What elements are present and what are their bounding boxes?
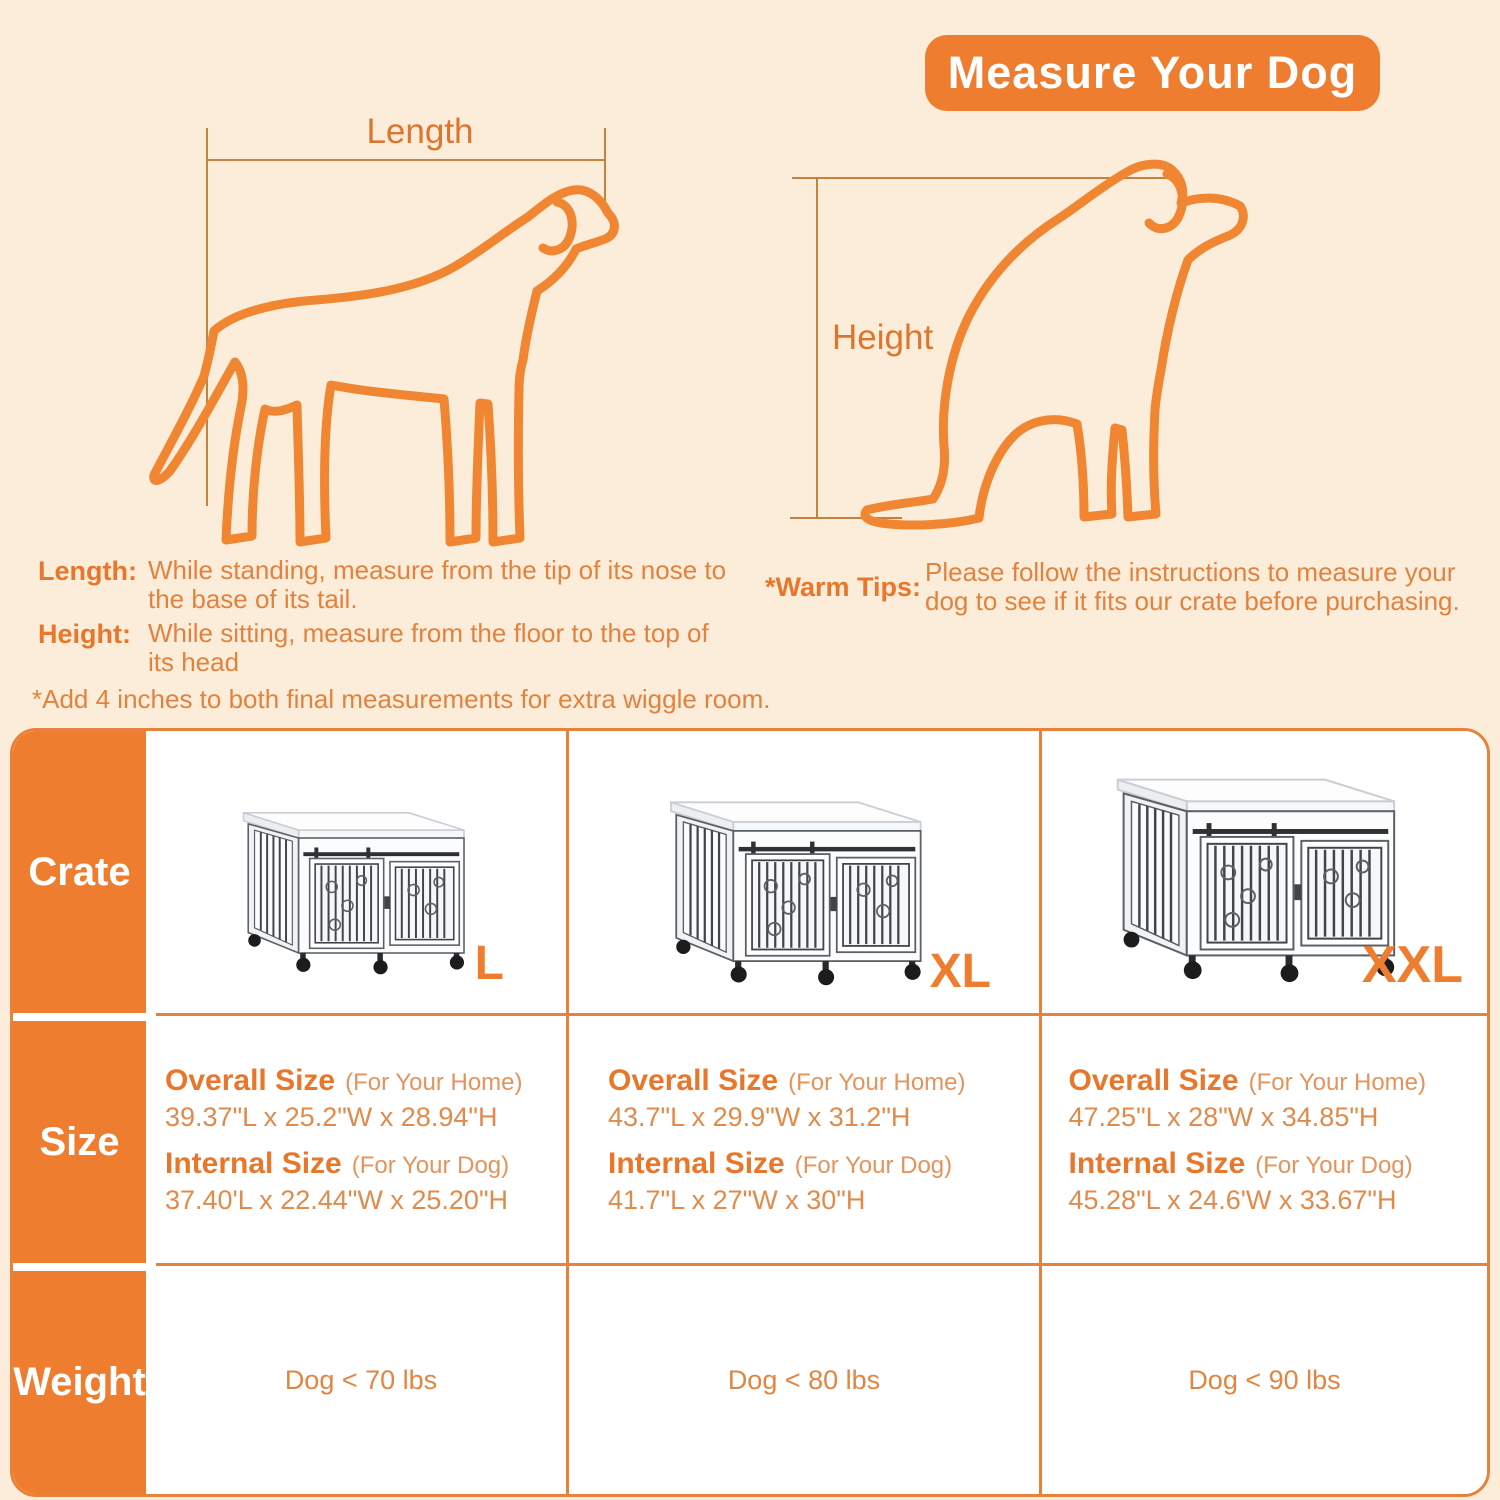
size-letter-xxl: XXL bbox=[1361, 936, 1463, 994]
crate-image-cell-l bbox=[156, 731, 566, 1013]
size-letter-xl: XL bbox=[929, 945, 991, 998]
internal-size-title-xxl: Internal Size (For Your Dog) bbox=[1068, 1146, 1413, 1180]
overall-size-title-l: Overall Size (For Your Home) bbox=[165, 1063, 523, 1097]
height-vertical-line bbox=[816, 177, 818, 519]
size-cell-xl bbox=[566, 1013, 1039, 1263]
standing-dog-outline bbox=[145, 118, 665, 558]
height-instruction-label: Height: bbox=[38, 619, 131, 649]
row-header-size: Size bbox=[13, 1013, 156, 1263]
sitting-dog-outline bbox=[855, 158, 1275, 548]
crate-comparison-table bbox=[10, 728, 1490, 1497]
overall-size-dims-xl: 43.7"L x 29.9"W x 31.2"H bbox=[608, 1101, 911, 1132]
title-badge-label: Measure Your Dog bbox=[947, 47, 1358, 98]
overall-size-dims-xxl: 47.25"L x 28"W x 34.85"H bbox=[1068, 1101, 1379, 1132]
row-header-crate: Crate bbox=[13, 731, 156, 1013]
title-badge bbox=[925, 35, 1380, 111]
weight-cell-xxl: Dog < 90 lbs bbox=[1039, 1263, 1487, 1494]
weight-cell-l: Dog < 70 lbs bbox=[156, 1263, 566, 1494]
length-dimension-label: Length bbox=[366, 112, 474, 151]
size-letter-l: L bbox=[474, 937, 504, 990]
warm-tips-text: Please follow the instructions to measure your dog to see if it fits our crate before purchasing. bbox=[925, 557, 1460, 616]
warm-tips-label: *Warm Tips: bbox=[765, 572, 922, 602]
size-cell-l bbox=[156, 1013, 566, 1263]
weight-cell-xl: Dog < 80 lbs bbox=[566, 1263, 1039, 1494]
size-cell-xxl bbox=[1039, 1013, 1487, 1263]
internal-size-title-xl: Internal Size (For Your Dog) bbox=[608, 1146, 953, 1180]
overall-size-title-xxl: Overall Size (For Your Home) bbox=[1068, 1063, 1427, 1097]
overall-size-title-xl: Overall Size (For Your Home) bbox=[608, 1063, 966, 1097]
wiggle-room-note: *Add 4 inches to both final measurements for extra wiggle room. bbox=[32, 684, 771, 714]
crate-illustration-xl bbox=[644, 772, 930, 995]
length-instruction-text: While standing, measure from the tip of its nose to the base of its tail. bbox=[148, 555, 727, 614]
internal-size-title-l: Internal Size (For Your Dog) bbox=[165, 1146, 510, 1180]
overall-size-dims-l: 39.37"L x 25.2"W x 28.94"H bbox=[165, 1101, 498, 1132]
internal-size-dims-xl: 41.7"L x 27"W x 30"H bbox=[608, 1184, 866, 1215]
internal-size-dims-xxl: 45.28"L x 24.6'W x 33.67"H bbox=[1068, 1184, 1397, 1215]
crate-illustration-xxl bbox=[1088, 746, 1404, 993]
crate-image-cell-xl bbox=[566, 731, 1039, 1013]
height-dimension-label: Height bbox=[832, 318, 934, 357]
crate-image-cell-xxl bbox=[1039, 731, 1487, 1013]
height-instruction-text: While sitting, measure from the floor to the top of its head bbox=[148, 618, 709, 677]
length-instruction-label: Length: bbox=[38, 556, 137, 586]
crate-illustration-l bbox=[220, 786, 472, 983]
internal-size-dims-l: 37.40'L x 22.44"W x 25.20"H bbox=[165, 1184, 509, 1215]
row-header-weight: Weight bbox=[13, 1263, 156, 1494]
